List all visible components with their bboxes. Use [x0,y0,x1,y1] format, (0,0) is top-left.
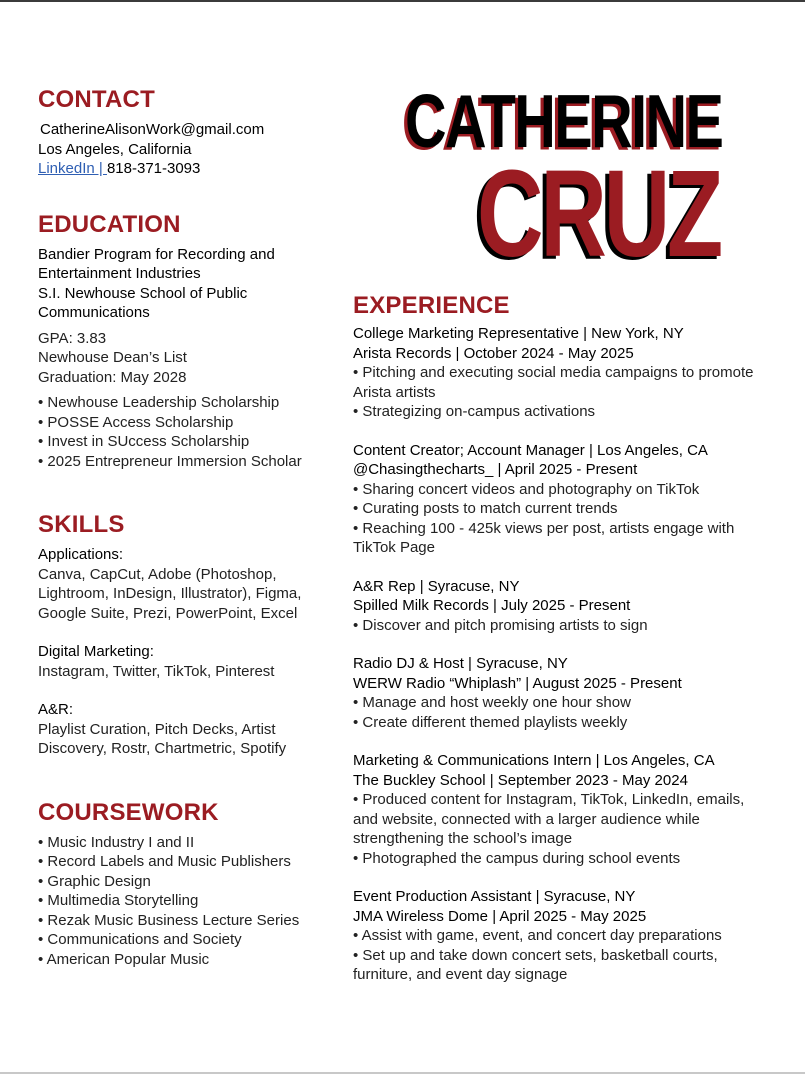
job-org: Arista Records | October 2024 - May 2025 [353,344,634,362]
honor-item: • Invest in SUccess Scholarship [38,433,250,450]
course-item: • Multimedia Storytelling [38,892,199,909]
contact-phone: 818-371-3093 [106,160,201,177]
contact-links [38,159,338,179]
job-bullet: • Reaching 100 - 425k views per post, artists engage with TikTok Page [353,519,735,556]
education-graduation: Graduation: May 2028 [38,368,187,386]
contact-location: Los Angeles, California [38,140,192,158]
experience-entry [353,654,773,732]
right-column [353,292,773,1004]
education-program-line: Communications [38,304,150,321]
experience-entry [353,887,773,985]
skills-line: Instagram, Twitter, TikTok, Pinterest [38,662,275,680]
honor-item: • POSSE Access Scholarship [38,413,234,431]
job-bullet: • Manage and host weekly one hour show [353,694,631,711]
job-org: The Buckley School | September 2023 - May 2024 [353,771,688,789]
name-heading [405,80,770,284]
experience-title: EXPERIENCE [353,292,510,319]
skills-line: Canva, CapCut, Adobe (Photoshop, [38,565,277,583]
course-item: • Communications and Society [38,931,242,948]
experience-entry [353,751,773,868]
course-item: • Music Industry I and II [38,833,195,851]
course-item: • American Popular Music [38,950,210,968]
skills-line: Discovery, Rostr, Chartmetric, Spotify [38,740,287,757]
job-bullet: • Discover and pitch promising artists to sign [353,616,648,634]
contact-email[interactable]: CatherineAlisonWork@gmail.com [40,121,265,138]
honor-item: • 2025 Entrepreneur Immersion Scholar [38,452,302,470]
job-org: Spilled Milk Records | July 2025 - Present [353,597,631,614]
job-role: College Marketing Representative | New York, NY [353,325,684,342]
job-role: Event Production Assistant | Syracuse, NY [353,888,636,905]
job-org: WERW Radio “Whiplash” | August 2025 - Present [353,674,682,692]
skills-group-label: Applications: [38,546,124,563]
job-role: Content Creator; Account Manager | Los Angeles, CA [353,441,708,459]
skills-group-label: Digital Marketing: [38,643,154,660]
skills-title: SKILLS [38,511,125,538]
job-role: Radio DJ & Host | Syracuse, NY [353,655,568,672]
job-org: @Chasingthecharts_ | April 2025 - Present [353,461,638,478]
course-item: • Record Labels and Music Publishers [38,853,291,870]
honor-item: • Newhouse Leadership Scholarship [38,394,280,411]
skills-line: Playlist Curation, Pitch Decks, Artist [38,720,276,738]
job-bullet: • Sharing concert videos and photography on TikTok [353,480,700,498]
job-bullet: • Photographed the campus during school events [353,849,681,867]
job-bullet: • Strategizing on-campus activations [353,403,596,420]
job-bullet: • Pitching and executing social media campaigns to promote Arista artists [353,364,754,401]
first-name: CATHERINE [405,80,723,164]
education-program-line: Bandier Program for Recording and [38,245,275,263]
skills-line: Google Suite, Prezi, PowerPoint, Excel [38,604,298,622]
course-item: • Graphic Design [38,872,151,890]
job-bullet: • Create different themed playlists weekly [353,713,628,731]
left-column [38,86,338,969]
contact-title: CONTACT [38,86,155,113]
job-bullet: • Set up and take down concert sets, basketball courts, furniture, and event day signage [353,946,718,983]
coursework-title: COURSEWORK [38,798,219,826]
education-program-line: S.I. Newhouse School of Public [38,284,248,302]
course-item: • Rezak Music Business Lecture Series [38,911,300,929]
last-name: CRUZ [477,144,721,284]
job-bullet: • Curating posts to match current trends [353,500,618,517]
experience-entry [353,324,773,422]
job-bullet: • Assist with game, event, and concert day preparations [353,927,722,944]
education-title: EDUCATION [38,210,181,238]
experience-entry [353,441,773,558]
job-role: Marketing & Communications Intern | Los Angeles, CA [353,752,715,769]
skills-group-label: A&R: [38,701,74,718]
linkedin-link[interactable]: LinkedIn | [38,160,107,177]
job-role: A&R Rep | Syracuse, NY [353,577,520,595]
job-org: JMA Wireless Dome | April 2025 - May 2025 [353,907,647,925]
experience-entry [353,577,773,636]
education-gpa: GPA: 3.83 [38,329,107,347]
job-bullet: • Produced content for Instagram, TikTok, LinkedIn, emails, and website, connected with a larger audience while strengthening the school’s image [353,791,745,847]
education-program-line: Entertainment Industries [38,265,201,282]
skills-line: Lightroom, InDesign, Illustrator), Figma, [38,585,302,602]
education-deans-list: Newhouse Dean’s List [38,349,187,366]
